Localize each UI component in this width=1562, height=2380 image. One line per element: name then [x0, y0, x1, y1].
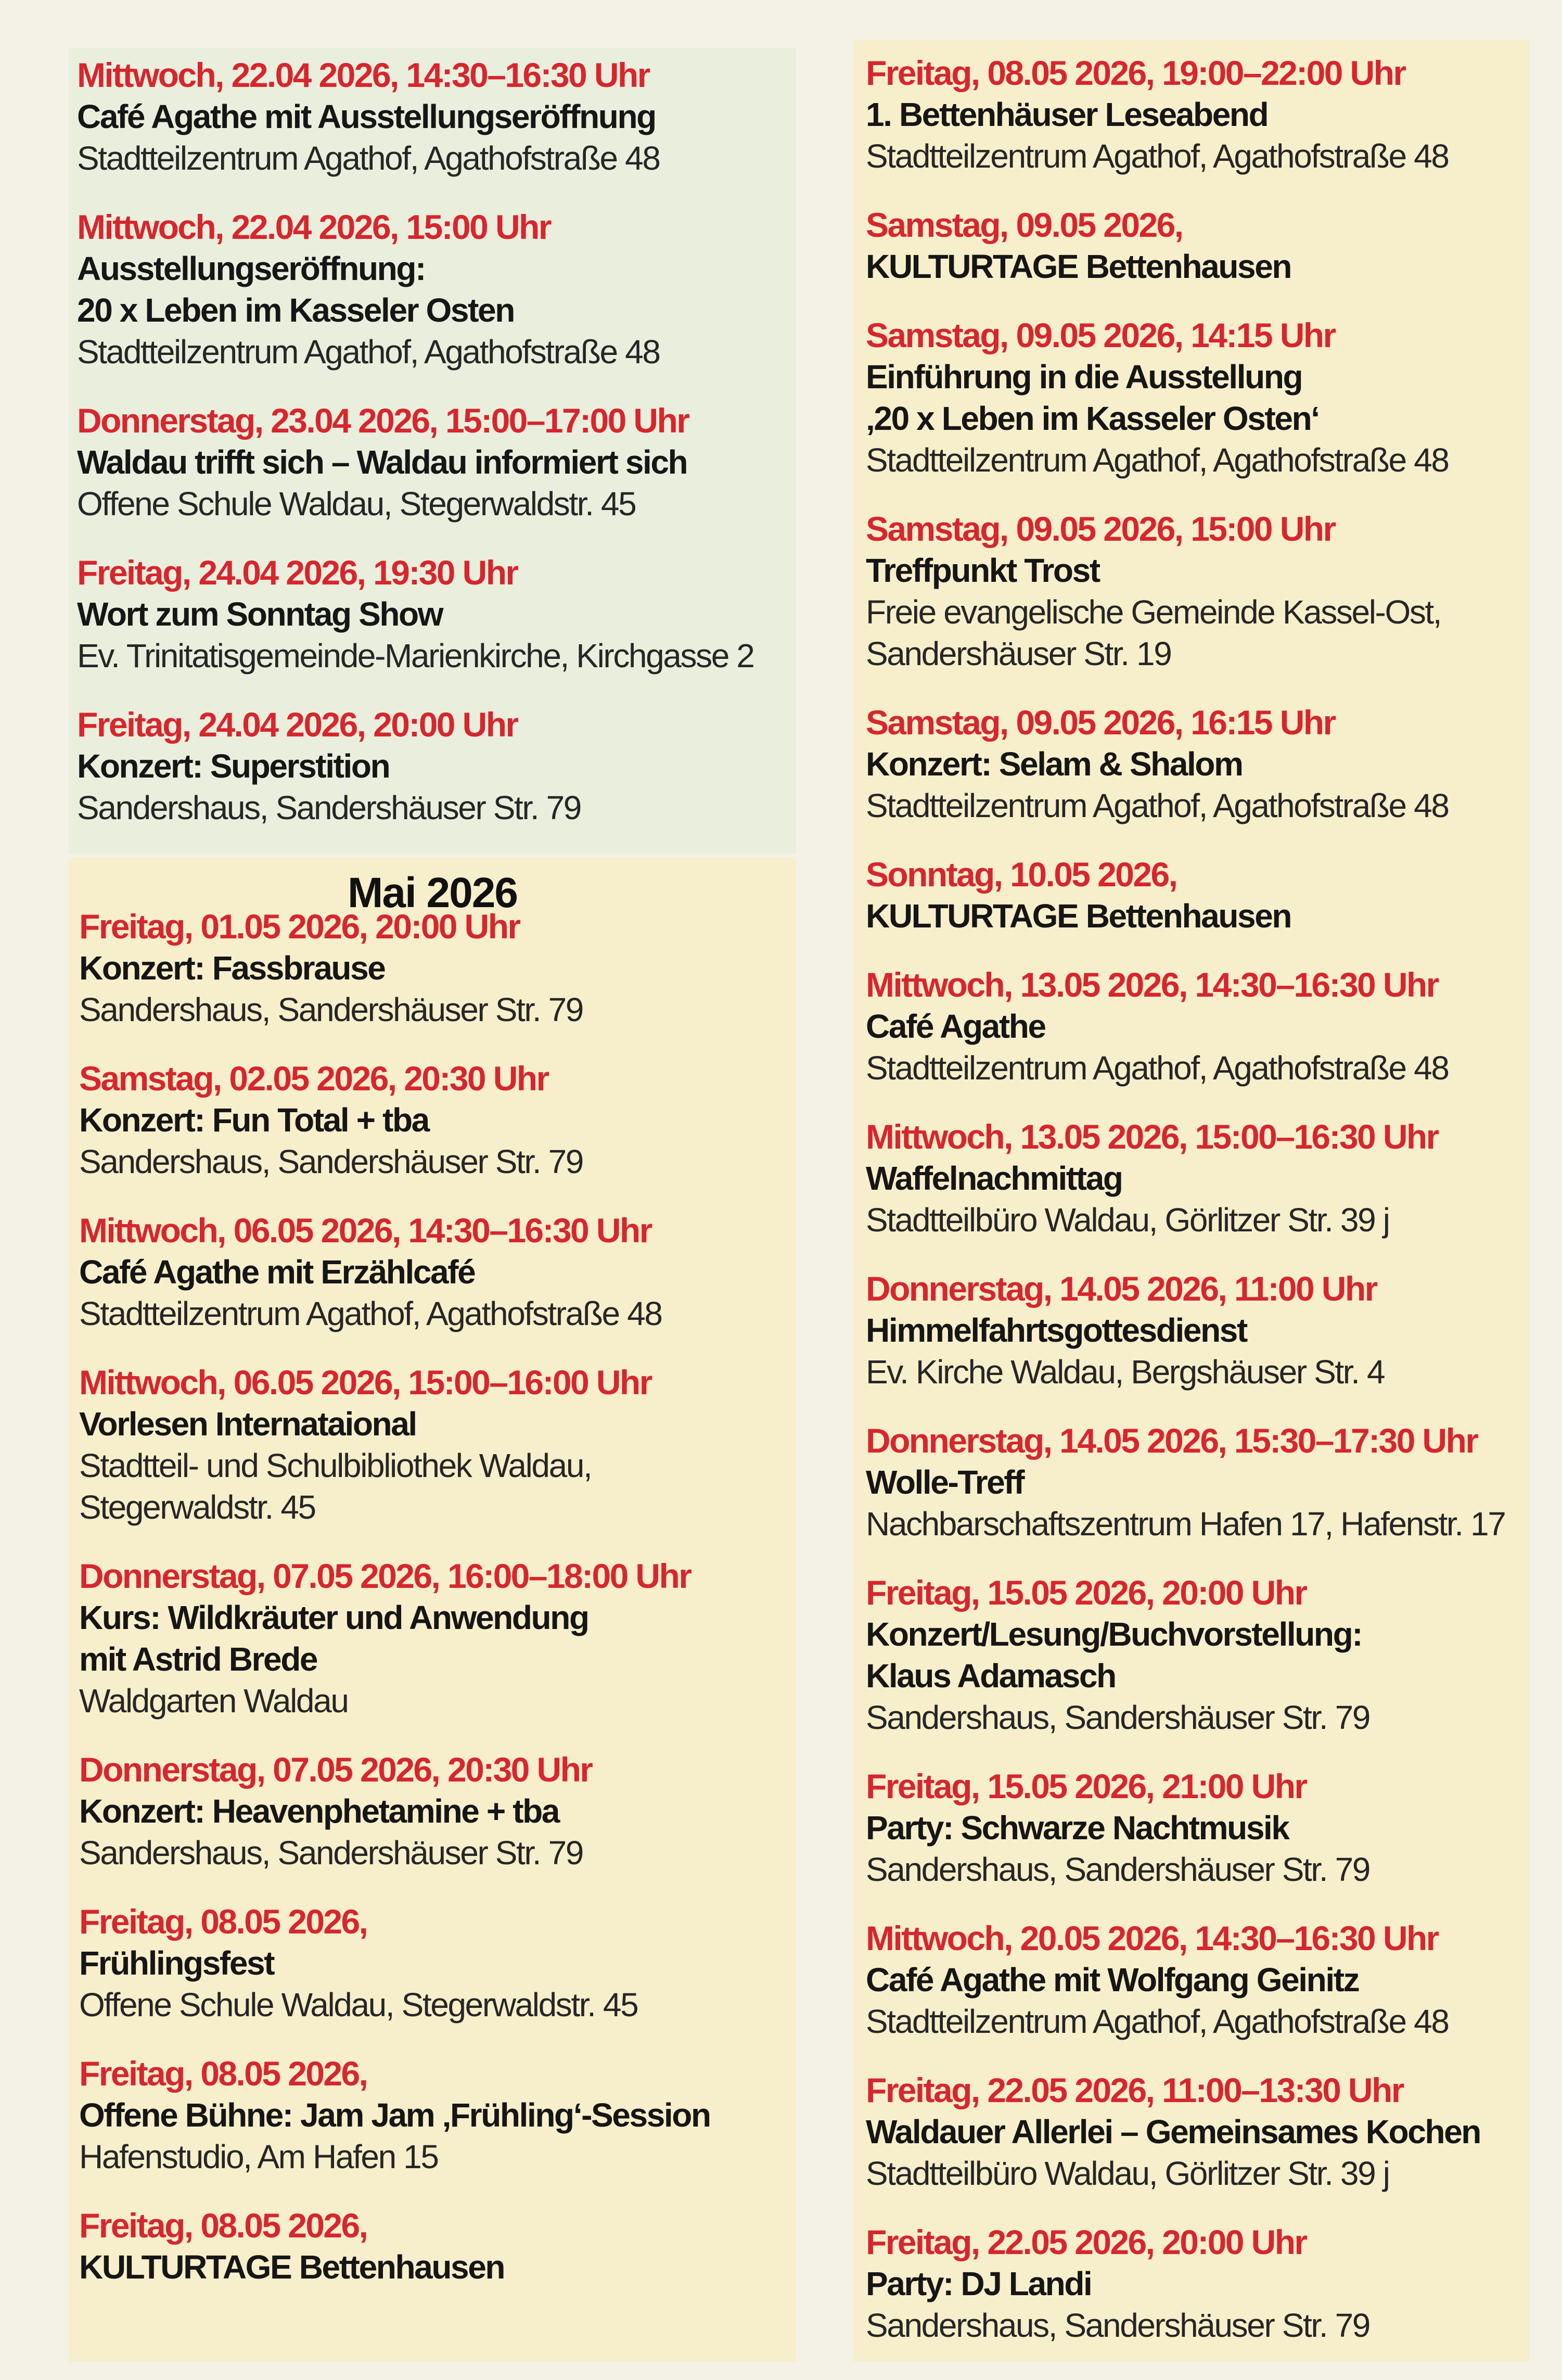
- event-title: Konzert: Superstition: [77, 747, 390, 785]
- event-location: Nachbarschaftszentrum Hafen 17, Hafenstr. 17: [866, 1505, 1505, 1543]
- event-location: Stadtteil- und Schulbibliothek Waldau,: [79, 1447, 592, 1484]
- event-location: Waldgarten Waldau: [79, 1682, 348, 1720]
- event-date: Samstag, 02.05 2026, 20:30 Uhr: [79, 1059, 548, 1098]
- event-entry: [866, 1420, 1530, 1545]
- event-location: Ev. Trinitatisgemeinde-Marienkirche, Kirchgasse 2: [77, 637, 754, 674]
- event-date: Mittwoch, 13.05 2026, 14:30–16:30 Uhr: [866, 965, 1438, 1004]
- event-title: Konzert: Fassbrause: [79, 949, 385, 987]
- event-location: Stadtteilzentrum Agathof, Agathofstraße 48: [866, 787, 1449, 824]
- event-title: Waffelnachmittag: [866, 1160, 1122, 1197]
- event-title: Offene Bühne: Jam Jam ‚Frühling‘-Session: [79, 2096, 710, 2134]
- event-entry: [79, 1361, 795, 1528]
- event-entry: [866, 1572, 1530, 1738]
- event-entry: [79, 1555, 795, 1722]
- event-title: Himmelfahrtsgottesdienst: [866, 1312, 1247, 1349]
- event-location: Stadtteilzentrum Agathof, Agathofstraße 48: [866, 1049, 1449, 1087]
- event-date: Donnerstag, 07.05 2026, 20:30 Uhr: [79, 1750, 592, 1789]
- event-list-april: [77, 54, 795, 856]
- event-entry: [866, 204, 1530, 287]
- event-location: Sandershaus, Sandershäuser Str. 79: [79, 1143, 583, 1180]
- event-entry: [79, 1210, 795, 1334]
- event-date: Freitag, 08.05 2026, 19:00–22:00 Uhr: [866, 54, 1405, 92]
- event-list-may-left: [79, 906, 795, 2315]
- event-date: Freitag, 22.05 2026, 11:00–13:30 Uhr: [866, 2071, 1403, 2109]
- event-title: Wolle-Treff: [866, 1463, 1024, 1501]
- event-entry: [77, 54, 795, 179]
- event-title: Treffpunkt Trost: [866, 552, 1099, 589]
- event-location: Stadtteilbüro Waldau, Görlitzer Str. 39 j: [866, 1201, 1389, 1239]
- event-date: Mittwoch, 06.05 2026, 14:30–16:30 Uhr: [79, 1211, 651, 1250]
- event-entry: [866, 1116, 1530, 1241]
- event-date: Freitag, 01.05 2026, 20:00 Uhr: [79, 907, 520, 946]
- event-title: ‚20 x Leben im Kasseler Osten‘: [866, 400, 1319, 437]
- event-date: Samstag, 09.05 2026, 15:00 Uhr: [866, 510, 1335, 548]
- event-location: Stadtteilzentrum Agathof, Agathofstraße 48: [866, 441, 1449, 479]
- event-location: Sandershaus, Sandershäuser Str. 79: [866, 1699, 1369, 1736]
- event-date: Donnerstag, 14.05 2026, 15:30–17:30 Uhr: [866, 1421, 1478, 1460]
- event-date: Freitag, 08.05 2026,: [79, 1902, 367, 1941]
- event-title: Café Agathe mit Wolfgang Geinitz: [866, 1961, 1359, 1999]
- event-entry: [79, 1901, 795, 2026]
- event-title: Konzert: Heavenphetamine + tba: [79, 1792, 559, 1830]
- event-entry: [866, 2221, 1530, 2346]
- event-title: Vorlesen Internataional: [79, 1405, 416, 1443]
- event-location: Stadtteilzentrum Agathof, Agathofstraße 48: [79, 1295, 662, 1332]
- event-location: Sandershaus, Sandershäuser Str. 79: [866, 2307, 1369, 2344]
- event-date: Sonntag, 10.05 2026,: [866, 855, 1177, 894]
- event-location: Offene Schule Waldau, Stegerwaldstr. 45: [79, 1986, 638, 2023]
- event-title: Kurs: Wildkräuter und Anwendung: [79, 1599, 588, 1636]
- event-entry: [77, 552, 795, 677]
- event-title: Party: Schwarze Nachtmusik: [866, 1809, 1289, 1847]
- event-location: Hafenstudio, Am Hafen 15: [79, 2138, 438, 2175]
- event-title: 20 x Leben im Kasseler Osten: [77, 291, 514, 329]
- event-location: Sandershäuser Str. 19: [866, 635, 1171, 672]
- event-title: Party: DJ Landi: [866, 2265, 1092, 2302]
- event-location: Sandershaus, Sandershäuser Str. 79: [79, 991, 583, 1028]
- event-date: Freitag, 15.05 2026, 20:00 Uhr: [866, 1573, 1307, 1612]
- event-title: Ausstellungseröffnung:: [77, 250, 425, 287]
- event-date: Mittwoch, 13.05 2026, 15:00–16:30 Uhr: [866, 1117, 1438, 1156]
- event-entry: [77, 400, 795, 525]
- event-date: Mittwoch, 22.04 2026, 14:30–16:30 Uhr: [77, 56, 649, 94]
- event-date: Samstag, 09.05 2026, 14:15 Uhr: [866, 316, 1335, 354]
- event-entry: [866, 508, 1530, 674]
- event-location: Stadtteilzentrum Agathof, Agathofstraße 48: [866, 2003, 1449, 2040]
- event-title: Konzert: Fun Total + tba: [79, 1101, 429, 1139]
- event-title: KULTURTAGE Bettenhausen: [866, 897, 1291, 935]
- event-date: Donnerstag, 14.05 2026, 11:00 Uhr: [866, 1269, 1377, 1308]
- event-entry: [866, 1917, 1530, 2042]
- event-date: Mittwoch, 20.05 2026, 14:30–16:30 Uhr: [866, 1919, 1438, 1957]
- event-entry: [866, 1268, 1530, 1393]
- event-title: Frühlingsfest: [79, 1944, 274, 1982]
- event-entry: [79, 906, 795, 1030]
- event-title: KULTURTAGE Bettenhausen: [866, 248, 1291, 285]
- event-date: Freitag, 08.05 2026,: [79, 2054, 367, 2093]
- event-date: Donnerstag, 07.05 2026, 16:00–18:00 Uhr: [79, 1557, 691, 1595]
- event-entry: [77, 704, 795, 829]
- event-entry: [77, 206, 795, 373]
- event-title: Einführung in die Ausstellung: [866, 358, 1302, 396]
- event-date: Freitag, 08.05 2026,: [79, 2206, 367, 2245]
- event-location: Sandershaus, Sandershäuser Str. 79: [866, 1851, 1369, 1888]
- event-title: Konzert: Selam & Shalom: [866, 745, 1243, 783]
- month-heading: Mai 2026: [348, 869, 517, 917]
- event-entry: [79, 1058, 795, 1182]
- event-date: Donnerstag, 23.04 2026, 15:00–17:00 Uhr: [77, 401, 689, 440]
- event-title: Konzert/Lesung/Buchvorstellung:: [866, 1615, 1362, 1653]
- event-entry: [866, 1765, 1530, 1890]
- event-title: Café Agathe mit Ausstellungseröffnung: [77, 98, 656, 135]
- event-location: Stadtteilzentrum Agathof, Agathofstraße 48: [866, 137, 1449, 175]
- event-location: Sandershaus, Sandershäuser Str. 79: [79, 1834, 583, 1872]
- event-title: Waldau trifft sich – Waldau informiert sich: [77, 443, 687, 481]
- event-title: Wort zum Sonntag Show: [77, 595, 443, 633]
- event-entry: [79, 1749, 795, 1874]
- event-title: Café Agathe: [866, 1008, 1045, 1045]
- event-title: KULTURTAGE Bettenhausen: [79, 2248, 505, 2286]
- event-location: Stegerwaldstr. 45: [79, 1488, 315, 1526]
- event-location: Freie evangelische Gemeinde Kassel-Ost,: [866, 593, 1441, 631]
- event-date: Freitag, 24.04 2026, 20:00 Uhr: [77, 705, 518, 744]
- event-location: Ev. Kirche Waldau, Bergshäuser Str. 4: [866, 1353, 1385, 1391]
- event-date: Freitag, 15.05 2026, 21:00 Uhr: [866, 1767, 1307, 1805]
- event-date: Samstag, 09.05 2026, 16:15 Uhr: [866, 703, 1335, 742]
- event-location: Sandershaus, Sandershäuser Str. 79: [77, 789, 581, 826]
- event-title: Klaus Adamasch: [866, 1657, 1116, 1695]
- event-title: 1. Bettenhäuser Leseabend: [866, 96, 1268, 133]
- event-entry: [866, 2069, 1530, 2194]
- event-location: Stadtteilbüro Waldau, Görlitzer Str. 39 j: [866, 2155, 1389, 2192]
- event-entry: [79, 2053, 795, 2178]
- event-location: Stadtteilzentrum Agathof, Agathofstraße 48: [77, 139, 660, 177]
- event-title: Waldauer Allerlei – Gemeinsames Kochen: [866, 2113, 1480, 2150]
- event-date: Mittwoch, 06.05 2026, 15:00–16:00 Uhr: [79, 1363, 651, 1402]
- event-date: Samstag, 09.05 2026,: [866, 206, 1183, 244]
- event-list-may-right: [866, 52, 1530, 2373]
- event-title: Café Agathe mit Erzählcafé: [79, 1253, 475, 1291]
- event-location: Stadtteilzentrum Agathof, Agathofstraße 48: [77, 333, 660, 371]
- event-entry: [866, 854, 1530, 937]
- event-date: Freitag, 22.05 2026, 20:00 Uhr: [866, 2223, 1307, 2261]
- event-date: Freitag, 24.04 2026, 19:30 Uhr: [77, 553, 518, 592]
- event-entry: [866, 702, 1530, 826]
- event-entry: [866, 964, 1530, 1089]
- event-title: mit Astrid Brede: [79, 1640, 317, 1678]
- event-entry: [79, 2205, 795, 2288]
- event-location: Offene Schule Waldau, Stegerwaldstr. 45: [77, 485, 636, 523]
- event-entry: [866, 52, 1530, 177]
- event-entry: [866, 314, 1530, 481]
- event-date: Mittwoch, 22.04 2026, 15:00 Uhr: [77, 208, 550, 246]
